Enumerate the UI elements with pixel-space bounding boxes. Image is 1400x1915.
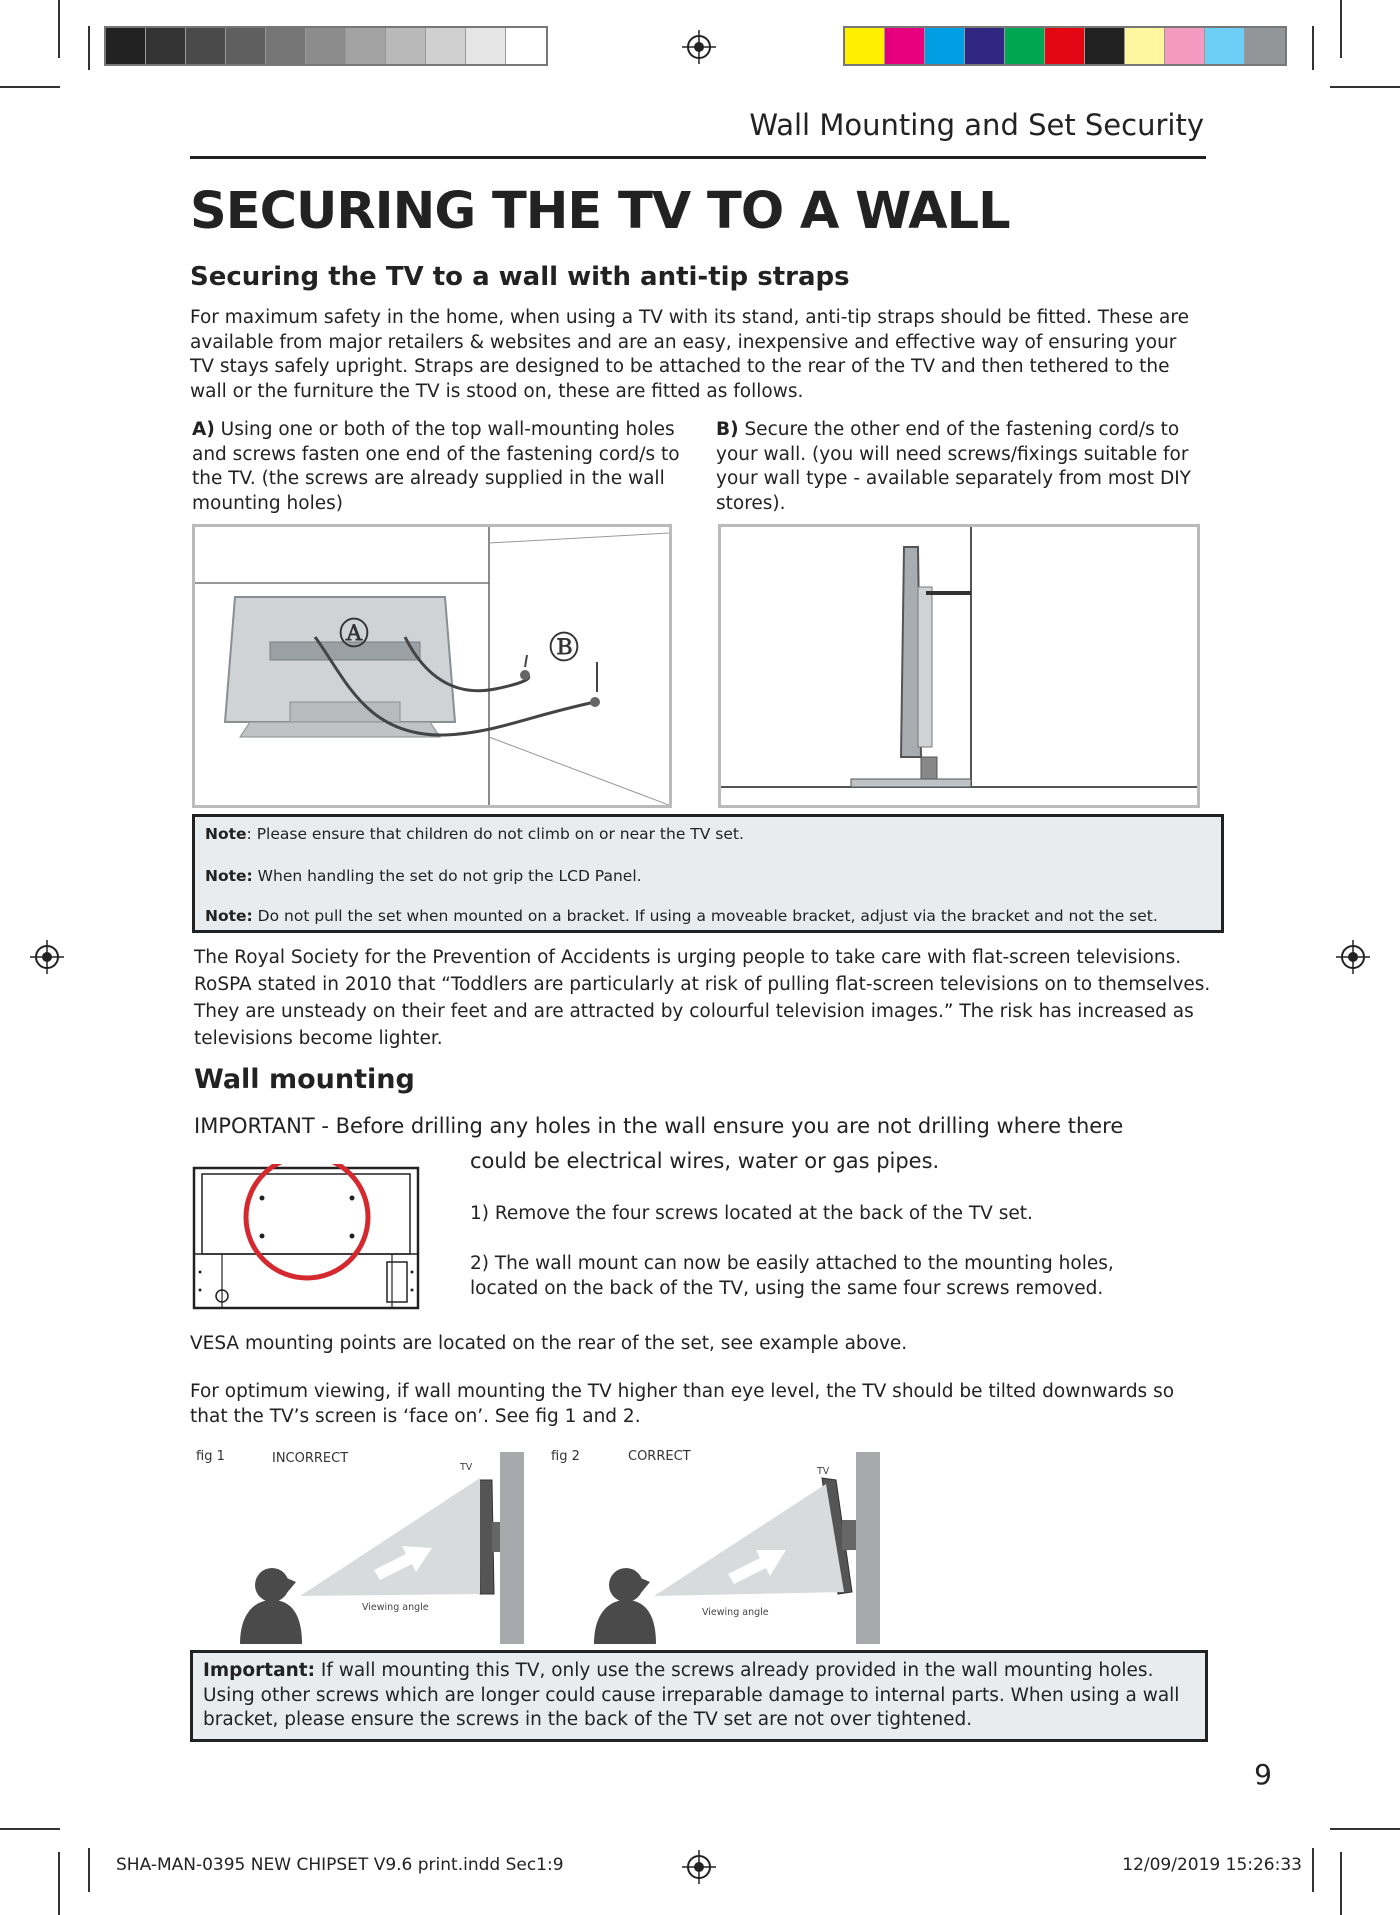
- important-line-2: could be electrical wires, water or gas pipes.: [470, 1149, 940, 1173]
- gray-swatch: [426, 28, 466, 64]
- marker-a-icon: Ⓐ: [339, 617, 369, 652]
- crop-mark: [1312, 26, 1314, 70]
- fig1-incorrect-illustration: [226, 1450, 536, 1644]
- gray-swatch: [386, 28, 426, 64]
- note-item: [205, 825, 744, 843]
- optimum-viewing-text: For optimum viewing, if wall mounting the TV higher than eye level, the TV should be tilted downwards so that the TV’s screen is ‘face on’. See fig 1 and 2.: [190, 1381, 1175, 1427]
- note-label: Note:: [205, 907, 253, 925]
- gray-swatch: [106, 28, 146, 64]
- color-swatch: [1125, 28, 1165, 64]
- notes-box: [192, 814, 1224, 933]
- step-b-body: Secure the other end of the fastening cord/s to your wall. (you will need screws/fixings suitable for your wall type - available separately from most DIY stores).: [716, 419, 1191, 514]
- color-swatch: [1245, 28, 1285, 64]
- crop-mark: [1330, 1828, 1400, 1830]
- crop-mark: [1312, 1848, 1314, 1892]
- tv-side-strap-illustration: [721, 527, 1197, 805]
- fig1-status: INCORRECT: [272, 1451, 349, 1466]
- wall-mounting-heading: Wall mounting: [194, 1064, 415, 1095]
- crop-mark: [58, 0, 60, 58]
- gray-swatch: [466, 28, 506, 64]
- note-item: [205, 907, 1158, 925]
- crop-mark: [1340, 1852, 1342, 1915]
- color-swatch: [1045, 28, 1085, 64]
- rospa-main: The Royal Society for the Prevention of Accidents is urging people to take care with flat-screen televisions. RoSPA stated in 2010 that “Toddlers are particularly at risk of pulling flat-screen televisions on to themselves. They are unsteady on their feet and are attracted by colourful television images.”: [194, 947, 1211, 1022]
- important-line-1: IMPORTANT - Before drilling any holes in the wall ensure you are not drilling where there: [194, 1114, 1124, 1138]
- wall-step-2: 2) The wall mount can now be easily attached to the mounting holes, located on the back of the TV, using the same four screws removed.: [470, 1253, 1114, 1299]
- registration-mark-icon: [1336, 940, 1370, 974]
- important-box: [190, 1650, 1208, 1742]
- fig1-label: fig 1: [196, 1449, 225, 1464]
- registration-mark-icon: [682, 30, 716, 64]
- fig2-label: fig 2: [551, 1449, 580, 1464]
- crop-mark: [1340, 0, 1342, 58]
- gray-swatch: [506, 28, 546, 64]
- wall-step-1: 1) Remove the four screws located at the back of the TV set.: [470, 1203, 1033, 1224]
- footer-file-info: SHA-MAN-0395 NEW CHIPSET V9.6 print.indd Sec1:9: [116, 1855, 564, 1875]
- crop-mark: [0, 86, 60, 88]
- gray-swatch: [146, 28, 186, 64]
- tv-rear-vesa-illustration: [192, 1164, 424, 1310]
- fig2-viewing-angle: Viewing angle: [702, 1607, 769, 1618]
- strap-diagram-a: [192, 524, 672, 808]
- fig2-tv-label: TV: [817, 1466, 830, 1477]
- page-title: SECURING THE TV TO A WALL: [190, 182, 1010, 241]
- page-number: 9: [1254, 1758, 1272, 1791]
- gray-swatch: [266, 28, 306, 64]
- note-item: [205, 867, 642, 885]
- fig1-tv-label: TV: [460, 1462, 473, 1473]
- color-swatch: [1005, 28, 1045, 64]
- registration-mark-icon: [682, 1850, 716, 1884]
- cmyk-color-bar: [843, 26, 1287, 66]
- step-b-text: [716, 418, 1208, 516]
- step-a-body: Using one or both of the top wall-mounting holes and screws fasten one end of the fastening cord/s to the TV. (the screws are already supplied in the wall mounting holes): [192, 419, 680, 514]
- gray-swatch: [346, 28, 386, 64]
- color-swatch: [845, 28, 885, 64]
- step-b-label: B): [716, 419, 739, 440]
- fig2-status: CORRECT: [628, 1449, 691, 1464]
- crop-mark: [88, 26, 90, 70]
- footer-timestamp: 12/09/2019 15:26:33: [1122, 1855, 1302, 1875]
- tv-rear-strap-illustration: [195, 527, 669, 805]
- step-a-label: A): [192, 419, 215, 440]
- crop-mark: [88, 1848, 90, 1892]
- fig1-viewing-angle: Viewing angle: [362, 1602, 429, 1613]
- color-swatch: [1085, 28, 1125, 64]
- crop-mark: [0, 1828, 60, 1830]
- gray-swatch: [226, 28, 266, 64]
- color-swatch: [965, 28, 1005, 64]
- crop-mark: [58, 1852, 60, 1915]
- note-label: Note: [205, 825, 247, 843]
- strap-diagram-b: [718, 524, 1200, 808]
- grayscale-color-bar: [104, 26, 548, 66]
- note-text: When handling the set do not grip the LCD Panel.: [252, 867, 642, 885]
- marker-b-icon: Ⓑ: [549, 631, 579, 666]
- section-header-title: Wall Mounting and Set Security: [749, 108, 1204, 142]
- note-label: Note:: [205, 867, 253, 885]
- straps-intro: For maximum safety in the home, when using a TV with its stand, anti-tip straps should be fitted. These are available from major retailers & websites and are an easy, inexpensive and effective way of ensuring your TV stays safely upright. Straps are designed to be attached to the rear of the TV and then tethered to the wall or the furniture the TV is stood on, these are fitted as follows.: [190, 307, 1189, 402]
- color-swatch: [885, 28, 925, 64]
- rospa-paragraph: [194, 944, 1234, 1052]
- straps-heading: Securing the TV to a wall with anti-tip straps: [190, 262, 850, 292]
- note-text: Do not pull the set when mounted on a bracket. If using a moveable bracket, adjust via the bracket and not the set.: [252, 907, 1158, 925]
- gray-swatch: [186, 28, 226, 64]
- step-a-text: [192, 418, 690, 516]
- rospa-tail: The risk has increased as televisions become lighter.: [194, 1001, 1194, 1049]
- vesa-text: VESA mounting points are located on the rear of the set, see example above.: [190, 1333, 908, 1354]
- gray-swatch: [306, 28, 346, 64]
- important-label: Important:: [203, 1660, 315, 1681]
- header-rule: [190, 156, 1206, 159]
- note-text: : Please ensure that children do not climb on or near the TV set.: [246, 825, 744, 843]
- important-text: If wall mounting this TV, only use the screws already provided in the wall mounting holes. Using other screws which are longer could cause irreparable damage to internal parts. When using a wall bracket, please ensure the screws in the back of the TV set are not over tightened.: [203, 1660, 1180, 1730]
- crop-mark: [1330, 86, 1400, 88]
- color-swatch: [1165, 28, 1205, 64]
- color-swatch: [925, 28, 965, 64]
- color-swatch: [1205, 28, 1245, 64]
- registration-mark-icon: [30, 940, 64, 974]
